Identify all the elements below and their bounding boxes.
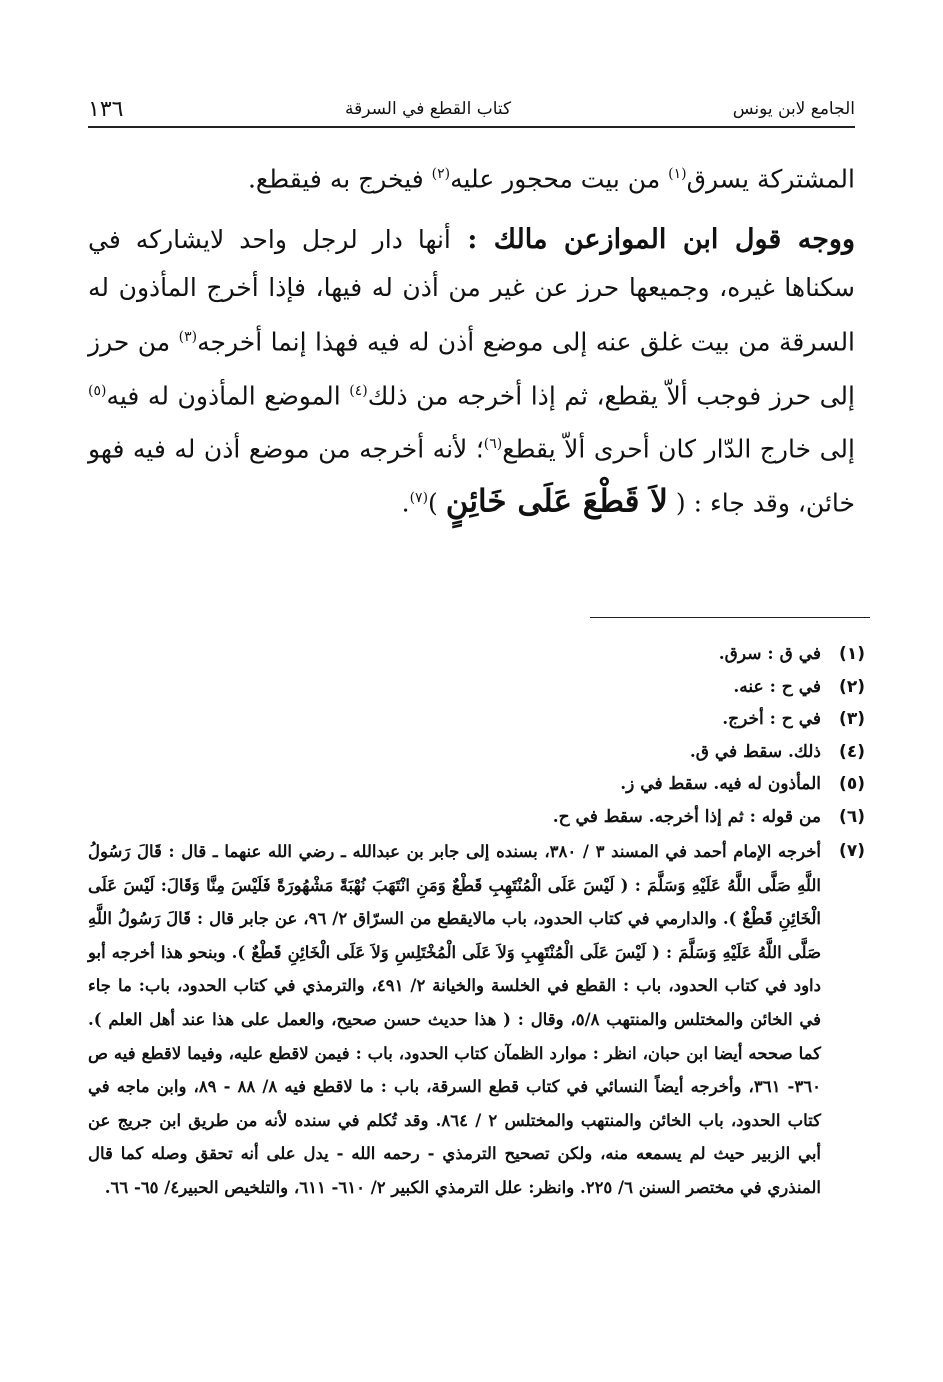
paragraph-1 <box>88 150 855 204</box>
paragraph-lead: ووجه قول ابن الموازعن مالك : <box>450 223 856 255</box>
footnotes <box>88 638 865 1205</box>
text-run: إلى خارج الدّار كان أحرى ألاّ يقطع <box>502 434 855 464</box>
footnote-ref: (٧) <box>409 490 429 507</box>
text-run: المشتركة يسرق <box>686 164 855 194</box>
footnote <box>88 801 865 834</box>
page-number: ١٣٦ <box>88 96 124 122</box>
text-run: ؛ لأنه أخرجه من موضع أذن له فيه فهو خائن، وقد جاء : ( <box>88 434 855 518</box>
footnote <box>88 835 865 1205</box>
footnote-ref: (١) <box>668 166 687 182</box>
footnote-text: في ح : أخرج. <box>722 709 821 729</box>
footnote-text: من قوله : ثم إذا أخرجه. سقط في ح. <box>552 806 821 827</box>
footnote-ref: (٦) <box>483 436 503 453</box>
text-run: الموضع المأذون له فيه <box>106 380 350 410</box>
text-run: أنها دار لرجل واحد لايشاركه في سكناها غيره، وجميعها حرز عن غير من أذن له فيها، فإذا أخرج المأذون له السرقة من بيت غلق عنه إلى موضع أذن له فيه فهذا إنما أخرجه <box>88 224 856 357</box>
text-run: فيخرج به فيقطع. <box>247 164 432 194</box>
footnote-text: أخرجه الإمام أحمد في المسند ٣ / ٣٨٠، بسنده إلى جابر بن عبدالله ـ رضي الله عنهما ـ قال : قَالَ رَسُولُ اللَّهِ صَلَّى اللَّهُ عَلَيْهِ وَسَلَّمَ : ( لَيْسَ عَلَى الْمُنْتَهِبِ قَطْعٌ وَمَنِ انْتَهَبَ نُهْبَةً مَشْهُورَةً فَلَيْسَ مِنَّا وَقَالَ: لَيْسَ عَلَى الْخَائِنِ قَطْعٌ ). والدارمي في كتاب الحدود، باب مالايقطع من السرّاق ٢/ ٩٦، عن جابر قال : قَالَ رَسُولُ اللَّهِ صَلَّى اللَّهُ عَلَيْهِ وَسَلَّمَ : ( لَيْسَ عَلَى الْمُنْتَهِبِ وَلاَ عَلَى الْمُخْتَلِسِ وَلاَ عَلَى الْخَائِنِ قَطْعٌ ). وبنحو هذا أخرجه أبو داود في كتاب الحدود، باب : القطع في الخلسة والخيانة ٢/ ٤٩١، والترمذي في كتاب الحدود، باب: ما جاء في الخائن والمختلس والمنتهب ٥/٨، وقال : ( هذا حديث حسن صحيح، والعمل على هذا عند أهل العلم ). كما صححه أيضا ابن حبان، انظر : موارد الظمآن كتاب الحدود، باب : فيمن لاقطع عليه، وفيما لاقطع فيه ص ٣٦٠- ٣٦١، وأخرجه أيضاً النسائي في كتاب قطع السرقة، باب : ما لاقطع فيه ٨/ ٨٨ - ٨٩، وابن ماجه في كتاب الحدود، باب الخائن والمنتهب والمختلس ٢ / ٨٦٤. وقد تُكلم في سنده لأنه من طريق ابن جريج عن أبي الزبير حيث لم يسمعه منه، ولكن تصحيح الترمذي - رحمه الله - يدل على أنه تحقق وصله كما قال المنذري في مختصر السنن ٦/ ٢٢٥. وانظر: علل الترمذي الكبير ٢/ ٦١٠- ٦١١، والتلخيص الحبير٤/ ٦٥- ٦٦. <box>88 842 821 1197</box>
main-text <box>88 150 855 540</box>
footnote-ref: (٤) <box>349 382 368 399</box>
page-header <box>88 92 855 128</box>
footnote <box>88 736 865 769</box>
footnote-text: ذلك. سقط في ق. <box>689 741 821 762</box>
footnote <box>88 671 865 704</box>
footnote-number: (٤) <box>839 741 865 762</box>
text-run: . <box>401 488 410 518</box>
footnote <box>88 768 865 801</box>
hadith-quote: لاَ قَطْعَ عَلَى خَائِنٍ <box>445 483 668 520</box>
footnote-number: (٧) <box>839 841 865 861</box>
footnote-ref: (٣) <box>178 328 198 345</box>
footnote-number: (١) <box>839 644 865 664</box>
text-run: من حرز إلى حرز فوجب ألاّ يقطع، ثم إذا أخرجه من ذلك <box>88 327 855 410</box>
footnote-number: (٢) <box>839 676 865 697</box>
footnote-number: (٥) <box>839 774 865 794</box>
footnote-number: (٣) <box>839 709 865 729</box>
paragraph-2 <box>88 216 855 528</box>
footnote-text: في ح : عنه. <box>733 676 821 697</box>
footnote-ref: (٢) <box>431 166 451 182</box>
footnote <box>88 703 865 736</box>
text-run: من بيت محجور عليه <box>450 164 669 194</box>
footnote-number: (٦) <box>839 806 865 827</box>
text-run: ) <box>428 488 446 518</box>
header-author: الجامع لابن يونس <box>732 99 855 119</box>
footnote-text: المأذون له فيه. سقط في ز. <box>620 774 821 794</box>
footnote-ref: (٥) <box>88 382 107 399</box>
header-title: كتاب القطع في السرقة <box>345 99 512 119</box>
footnote-text: في ق : سرق. <box>718 644 821 664</box>
footnote-separator <box>590 617 870 618</box>
footnote <box>88 638 865 671</box>
